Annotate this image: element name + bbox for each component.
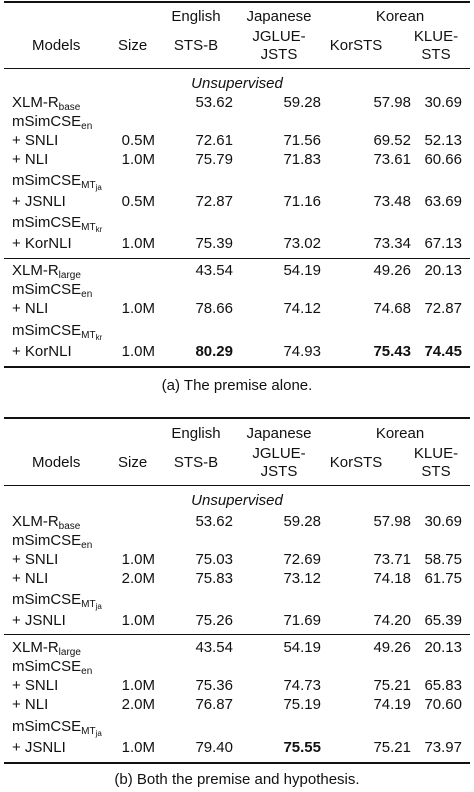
- size-value: 1.0M: [121, 235, 155, 252]
- jsts-value: 59.28: [283, 94, 321, 111]
- header-klue-line2: STS: [421, 463, 451, 480]
- stsb-value: 75.03: [195, 551, 233, 568]
- model-name-text: XLM-R: [12, 639, 59, 656]
- size-value: 2.0M: [121, 696, 155, 713]
- model-subscript: [59, 270, 81, 281]
- header-models: Models: [32, 454, 81, 471]
- header-size: Size: [118, 454, 148, 471]
- jsts-value: 71.16: [283, 193, 321, 210]
- stsb-value: 43.54: [195, 639, 233, 656]
- stsb-value: 78.66: [195, 300, 233, 317]
- jsts-value: 74.12: [283, 300, 321, 317]
- caption-a: (a) The premise alone.: [161, 377, 313, 394]
- header-rule: [4, 68, 470, 69]
- jsts-value: 54.19: [283, 639, 321, 656]
- model-name: [12, 262, 81, 280]
- table-a: [4, 0, 470, 380]
- model-name: [12, 281, 92, 299]
- model-name-text: mSimCSE: [12, 532, 82, 549]
- model-name: [12, 151, 48, 169]
- klue-sts-value: 20.13: [424, 262, 462, 279]
- klue-sts-value: 20.13: [424, 639, 462, 656]
- header-group-japanese: Japanese: [246, 8, 312, 25]
- model-subscript: [81, 330, 102, 341]
- stsb-value: 75.79: [195, 151, 233, 168]
- model-name-text: + KorNLI: [12, 235, 72, 252]
- header-group-english: English: [171, 8, 221, 25]
- klue-sts-value: 60.66: [424, 151, 462, 168]
- klue-sts-value: 63.69: [424, 193, 462, 210]
- model-name: [12, 639, 81, 657]
- korsts-value: 73.48: [373, 193, 411, 210]
- group-rule: [4, 258, 470, 259]
- model-name-text: mSimCSE: [12, 322, 82, 339]
- model-name: [12, 532, 92, 550]
- model-subscript: [81, 180, 102, 191]
- header-klue-line2: STS: [421, 46, 451, 63]
- korsts-value: 49.26: [373, 262, 411, 279]
- header-models: Models: [32, 37, 81, 54]
- model-subscript-text: large: [58, 270, 81, 281]
- jsts-value: 59.28: [283, 513, 321, 530]
- model-sub-subscript: kr: [95, 225, 103, 234]
- model-subscript-text: en: [81, 666, 93, 677]
- model-name: [12, 739, 66, 757]
- size-value: 1.0M: [121, 343, 155, 360]
- klue-sts-value: 65.39: [424, 612, 462, 629]
- korsts-value: 69.52: [373, 132, 411, 149]
- korsts-value: 75.21: [373, 739, 411, 756]
- header-group-korean: Korean: [375, 425, 425, 442]
- stsb-value: 75.36: [195, 677, 233, 694]
- model-name-text: mSimCSE: [12, 658, 82, 675]
- stsb-value: 75.39: [195, 235, 233, 252]
- header-stsb: STS-B: [173, 37, 219, 54]
- model-subscript-text: en: [81, 289, 93, 300]
- klue-sts-value: 72.87: [424, 300, 462, 317]
- stsb-value: 43.54: [195, 262, 233, 279]
- model-subscript-text: MT: [81, 222, 96, 233]
- model-subscript: [81, 726, 102, 737]
- header-korsts: KorSTS: [329, 454, 383, 471]
- header-group-english: English: [171, 425, 221, 442]
- model-name: [12, 132, 58, 150]
- model-name: [12, 570, 48, 588]
- model-subscript: [81, 222, 102, 233]
- table-b: [4, 417, 470, 767]
- stsb-value: 72.87: [195, 193, 233, 210]
- model-name: [12, 718, 102, 736]
- caption-b: (b) Both the premise and hypothesis.: [114, 771, 360, 788]
- model-subscript: [81, 121, 92, 132]
- model-subscript-text: MT: [81, 330, 96, 341]
- model-name: [12, 322, 102, 340]
- korsts-value: 74.20: [373, 612, 411, 629]
- korsts-value: 75.43: [373, 343, 411, 360]
- korsts-value: 73.34: [373, 235, 411, 252]
- stsb-value: 76.87: [195, 696, 233, 713]
- model-name: [12, 658, 92, 676]
- model-name: [12, 696, 48, 714]
- header-group-korean: Korean: [375, 8, 425, 25]
- korsts-value: 57.98: [373, 94, 411, 111]
- model-name-text: mSimCSE: [12, 214, 82, 231]
- model-subscript-text: MT: [81, 180, 96, 191]
- model-name: [12, 591, 102, 609]
- model-subscript-text: MT: [81, 599, 96, 610]
- stsb-value: 75.26: [195, 612, 233, 629]
- header-jglue-line2: JSTS: [260, 463, 298, 480]
- size-value: 1.0M: [121, 151, 155, 168]
- size-value: 1.0M: [121, 612, 155, 629]
- size-value: 1.0M: [121, 677, 155, 694]
- klue-sts-value: 70.60: [424, 696, 462, 713]
- model-subscript: [81, 289, 92, 300]
- bottom-rule: [4, 366, 470, 368]
- model-name: [12, 551, 58, 569]
- model-name-text: + JSNLI: [12, 739, 66, 756]
- jsts-value: 75.19: [283, 696, 321, 713]
- model-subscript-text: MT: [81, 726, 96, 737]
- model-name-text: mSimCSE: [12, 281, 82, 298]
- klue-sts-value: 67.13: [424, 235, 462, 252]
- size-value: 1.0M: [121, 739, 155, 756]
- jsts-value: 71.56: [283, 132, 321, 149]
- header-group-japanese: Japanese: [246, 425, 312, 442]
- stsb-value: 75.83: [195, 570, 233, 587]
- section-label: Unsupervised: [191, 75, 283, 92]
- korsts-value: 75.21: [373, 677, 411, 694]
- korsts-value: 57.98: [373, 513, 411, 530]
- header-stsb: STS-B: [173, 454, 219, 471]
- model-sub-subscript: kr: [95, 333, 103, 342]
- model-name-text: + KorNLI: [12, 343, 72, 360]
- korsts-value: 73.71: [373, 551, 411, 568]
- model-name: [12, 113, 92, 131]
- size-value: 2.0M: [121, 570, 155, 587]
- korsts-value: 73.61: [373, 151, 411, 168]
- klue-sts-value: 52.13: [424, 132, 462, 149]
- model-name-text: mSimCSE: [12, 718, 82, 735]
- size-value: 1.0M: [121, 300, 155, 317]
- top-rule: [4, 417, 470, 419]
- size-value: 0.5M: [121, 193, 155, 210]
- jsts-value: 73.12: [283, 570, 321, 587]
- stsb-value: 80.29: [195, 343, 233, 360]
- klue-sts-value: 30.69: [424, 513, 462, 530]
- model-name: [12, 343, 72, 361]
- jsts-value: 75.55: [283, 739, 321, 756]
- model-subscript-text: en: [81, 540, 93, 551]
- model-name: [12, 193, 66, 211]
- header-jglue-line2: JSTS: [260, 46, 298, 63]
- model-name-text: + NLI: [12, 300, 49, 317]
- jsts-value: 74.93: [283, 343, 321, 360]
- size-value: 1.0M: [121, 551, 155, 568]
- korsts-value: 74.19: [373, 696, 411, 713]
- model-subscript-text: base: [58, 521, 81, 532]
- model-name-text: + NLI: [12, 151, 49, 168]
- jsts-value: 74.73: [283, 677, 321, 694]
- size-value: 0.5M: [121, 132, 155, 149]
- model-sub-subscript: ja: [95, 183, 102, 192]
- header-jglue-line1: JGLUE-: [252, 445, 306, 462]
- header-size: Size: [118, 37, 148, 54]
- model-subscript-text: base: [58, 102, 81, 113]
- model-subscript-text: en: [81, 121, 93, 132]
- header-klue-line1: KLUE-: [413, 28, 459, 45]
- model-name-text: + NLI: [12, 696, 49, 713]
- model-name-text: mSimCSE: [12, 172, 82, 189]
- jsts-value: 54.19: [283, 262, 321, 279]
- model-sub-subscript: ja: [95, 602, 102, 611]
- header-jglue-line1: JGLUE-: [252, 28, 306, 45]
- klue-sts-value: 74.45: [424, 343, 462, 360]
- model-name: [12, 235, 72, 253]
- model-name: [12, 513, 80, 531]
- model-name-text: + JSNLI: [12, 612, 66, 629]
- korsts-value: 74.68: [373, 300, 411, 317]
- klue-sts-value: 58.75: [424, 551, 462, 568]
- model-name-text: + JSNLI: [12, 193, 66, 210]
- jsts-value: 73.02: [283, 235, 321, 252]
- model-name-text: mSimCSE: [12, 591, 82, 608]
- bottom-rule: [4, 762, 470, 764]
- model-name-text: mSimCSE: [12, 113, 82, 130]
- model-subscript: [59, 521, 81, 532]
- stsb-value: 79.40: [195, 739, 233, 756]
- header-rule: [4, 485, 470, 486]
- klue-sts-value: 65.83: [424, 677, 462, 694]
- model-name-text: + SNLI: [12, 677, 59, 694]
- model-name: [12, 214, 102, 232]
- jsts-value: 71.83: [283, 151, 321, 168]
- model-subscript: [81, 540, 92, 551]
- model-name: [12, 94, 80, 112]
- header-klue-line1: KLUE-: [413, 445, 459, 462]
- model-name-text: XLM-R: [12, 94, 59, 111]
- top-rule: [4, 1, 470, 3]
- model-name: [12, 612, 66, 630]
- klue-sts-value: 30.69: [424, 94, 462, 111]
- model-subscript: [81, 666, 92, 677]
- model-subscript: [59, 647, 81, 658]
- stsb-value: 53.62: [195, 513, 233, 530]
- model-name: [12, 172, 102, 190]
- model-name-text: XLM-R: [12, 262, 59, 279]
- model-subscript-text: large: [58, 647, 81, 658]
- model-name: [12, 677, 58, 695]
- group-rule: [4, 634, 470, 635]
- model-subscript: [81, 599, 102, 610]
- jsts-value: 72.69: [283, 551, 321, 568]
- header-korsts: KorSTS: [329, 37, 383, 54]
- stsb-value: 72.61: [195, 132, 233, 149]
- model-name-text: XLM-R: [12, 513, 59, 530]
- model-name-text: + SNLI: [12, 551, 59, 568]
- korsts-value: 74.18: [373, 570, 411, 587]
- stsb-value: 53.62: [195, 94, 233, 111]
- model-name: [12, 300, 48, 318]
- model-name-text: + NLI: [12, 570, 49, 587]
- klue-sts-value: 73.97: [424, 739, 462, 756]
- korsts-value: 49.26: [373, 639, 411, 656]
- model-subscript: [59, 102, 81, 113]
- model-sub-subscript: ja: [95, 729, 102, 738]
- jsts-value: 71.69: [283, 612, 321, 629]
- model-name-text: + SNLI: [12, 132, 59, 149]
- klue-sts-value: 61.75: [424, 570, 462, 587]
- section-label: Unsupervised: [191, 492, 283, 509]
